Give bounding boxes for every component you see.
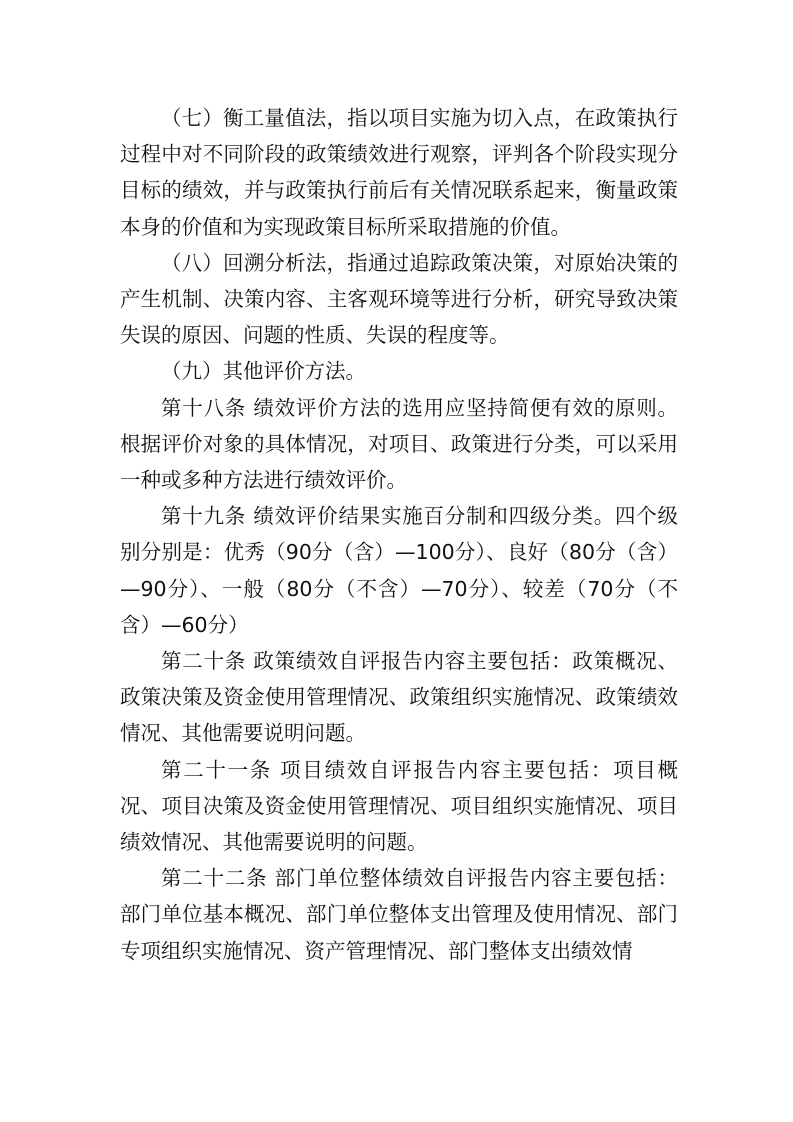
paragraph-article-21: 第二十一条 项目绩效自评报告内容主要包括：项目概况、项目决策及资金使用管理情况、项目组织实施情况、项目绩效情况、其他需要说明的问题。 [120, 757, 678, 855]
paragraph-method-7: （七）衡工量值法，指以项目实施为切入点，在政策执行过程中对不同阶段的政策绩效进行观察，评判各个阶段实现分目标的绩效，并与政策执行前后有关情况联系起来，衡量政策本身的价值和为实现政策目标所采取措施的价值。 [120, 106, 678, 239]
paragraph-article-19: 第十九条 绩效评价结果实施百分制和四级分类。四个级别分别是：优秀（90分（含）—100分）、良好（80分（含）—90分）、一般（80分（不含）—70分）、较差（70分（不含）—60分） [120, 504, 678, 637]
document-body [120, 100, 678, 969]
paragraph-method-9: （九）其他评价方法。 [161, 359, 366, 384]
paragraph-article-20: 第二十条 政策绩效自评报告内容主要包括：政策概况、政策决策及资金使用管理情况、政策组织实施情况、政策绩效情况、其他需要说明问题。 [120, 649, 678, 746]
paragraph-article-18: 第十八条 绩效评价方法的选用应坚持简便有效的原则。根据评价对象的具体情况，对项目、政策进行分类，可以采用一种或多种方法进行绩效评价。 [120, 395, 678, 493]
paragraph-article-22: 第二十二条 部门单位整体绩效自评报告内容主要包括：部门单位基本概况、部门单位整体支出管理及使用情况、部门专项组织实施情况、资产管理情况、部门整体支出绩效情 [120, 866, 678, 963]
paragraph-method-8: （八）回溯分析法，指通过追踪政策决策，对原始决策的产生机制、决策内容、主客观环境等进行分析，研究导致决策失误的原因、问题的性质、失误的程度等。 [120, 250, 678, 348]
